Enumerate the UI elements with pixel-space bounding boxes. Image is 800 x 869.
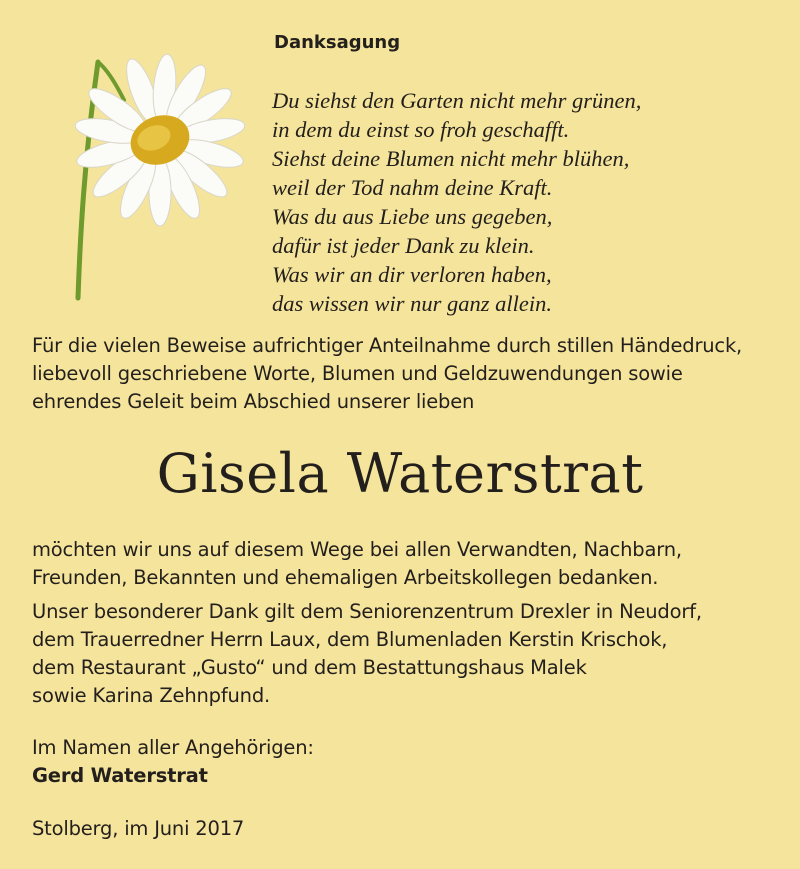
intro-paragraph: [32, 332, 742, 416]
heading-danksagung: Danksagung: [274, 32, 401, 53]
signature-intro: Im Namen aller Angehörigen:: [32, 736, 314, 759]
poem-line: Siehst deine Blumen nicht mehr blühen,: [272, 146, 630, 171]
signature-name: Gerd Waterstrat: [32, 764, 208, 787]
poem-line: Du siehst den Garten nicht mehr grünen,: [272, 88, 642, 113]
poem: [272, 86, 641, 318]
place-date: Stolberg, im Juni 2017: [32, 817, 245, 840]
poem-line: Was wir an dir verloren haben,: [272, 262, 552, 287]
special-line: dem Trauerredner Herrn Laux, dem Blumenladen Kerstin Krischok,: [32, 628, 668, 651]
poem-line: das wissen wir nur ganz allein.: [272, 291, 553, 316]
intro-line: Für die vielen Beweise aufrichtiger Anteilnahme durch stillen Händedruck,: [32, 334, 743, 357]
signature-block: [32, 734, 314, 790]
poem-line: dafür ist jeder Dank zu klein.: [272, 233, 535, 258]
poem-line: weil der Tod nahm deine Kraft.: [272, 175, 553, 200]
thanks-line: Freunden, Bekannten und ehemaligen Arbeitskollegen bedanken.: [32, 566, 659, 589]
daisy-flower-image: [40, 40, 300, 310]
special-line: Unser besonderer Dank gilt dem Seniorenzentrum Drexler in Neudorf,: [32, 600, 702, 623]
special-line: dem Restaurant „Gusto“ und dem Bestattungshaus Malek: [32, 656, 587, 679]
special-line: sowie Karina Zehnpfund.: [32, 684, 270, 707]
thanks-paragraph: [32, 536, 682, 592]
poem-line: Was du aus Liebe uns gegeben,: [272, 204, 553, 229]
deceased-name: Gisela Waterstrat: [156, 442, 644, 505]
poem-line: in dem du einst so froh geschafft.: [272, 117, 570, 142]
intro-line: ehrendes Geleit beim Abschied unserer lieben: [32, 390, 475, 413]
intro-line: liebevoll geschriebene Worte, Blumen und Geldzuwendungen sowie: [32, 362, 683, 385]
thanks-line: möchten wir uns auf diesem Wege bei allen Verwandten, Nachbarn,: [32, 538, 682, 561]
special-thanks-paragraph: [32, 598, 702, 710]
